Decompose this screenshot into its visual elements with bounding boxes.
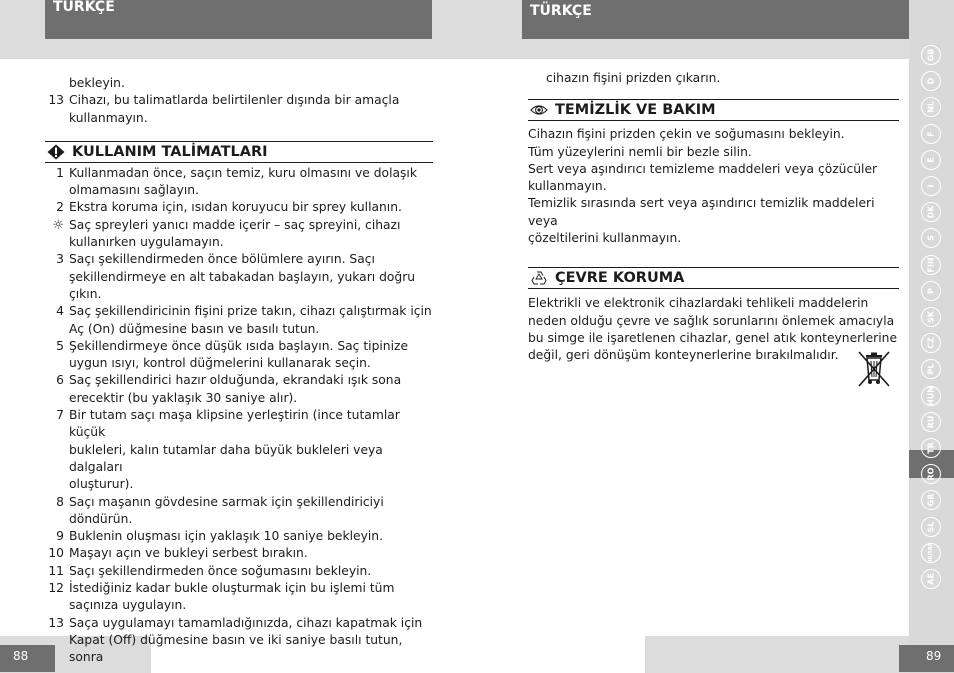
instruction-step — [45, 199, 433, 216]
section-title: ÇEVRE KORUMA — [555, 270, 685, 287]
step-number: 12 — [48, 581, 64, 596]
right-header-tab: TÜRKÇE — [522, 0, 909, 39]
intro-line: kullanmayın. — [69, 110, 148, 125]
step-text-line: döndürün. — [69, 511, 133, 526]
language-code: TR — [926, 442, 936, 454]
text-line: Sert veya aşındırıcı temizleme maddeleri veya çözücüler — [528, 161, 878, 176]
language-ru-badge[interactable] — [921, 412, 941, 432]
section-heading-environment — [528, 267, 899, 289]
cleaning-text — [528, 126, 899, 247]
text-line: bu simge ile işaretlenen cihazlar, genel atık konteynerlerine — [528, 330, 898, 345]
item-text: Cihazı, bu talimatlarda belirtilenler dışında bir amaçla — [69, 93, 400, 108]
step-text-line: olmamasını sağlayın. — [69, 183, 200, 198]
instruction-step — [45, 615, 433, 667]
step-text-line: çıkın. — [69, 286, 102, 301]
instruction-step — [45, 494, 433, 529]
text-line: kullanmayın. — [528, 179, 607, 194]
step-text-line: İstediğiniz kadar bukle oluşturmak için bu işlemi tüm — [69, 581, 395, 596]
language-d-badge[interactable] — [921, 71, 941, 91]
left-header-tab: TÜRKÇE — [45, 0, 432, 39]
section-heading-usage — [45, 141, 433, 163]
language-hr-srb-badge[interactable] — [921, 543, 941, 563]
language-tr-badge[interactable] — [921, 438, 941, 458]
language-code: HR/SRB — [928, 542, 934, 564]
language-code: D — [926, 77, 936, 85]
step-text-line: Aç (On) düğmesine basın ve basılı tutun. — [69, 321, 320, 336]
language-gb-badge[interactable] — [921, 45, 941, 65]
warning-icon — [47, 144, 65, 160]
language-code: F — [926, 131, 936, 137]
instruction-step — [45, 372, 433, 407]
language-code: RU — [926, 415, 936, 429]
step-text-line: Bir tutam saçı maşa klipsine yerleştirin (ince tutamlar küçük — [69, 408, 400, 440]
language-cz-badge[interactable] — [921, 333, 941, 353]
language-code: P — [926, 288, 936, 294]
recycle-icon — [530, 270, 548, 286]
step-text-line: Buklenin oluşması için yaklaşık 10 saniye bekleyin. — [69, 529, 383, 544]
language-code: RO — [926, 467, 936, 481]
step-number: 3 — [56, 252, 64, 267]
language-ae-badge[interactable] — [921, 569, 941, 589]
text-line: Tüm yüzeylerini nemli bir bezle silin. — [528, 144, 752, 159]
instruction-step — [45, 251, 433, 303]
intro-line: cihazın fişini prizden çıkarın. — [546, 71, 721, 85]
step-number: 4 — [56, 304, 64, 319]
instruction-step — [45, 217, 433, 252]
step-text-line: Saçı şekillendirmeden önce soğumasını bekleyin. — [69, 563, 372, 578]
caution-icon: ☼ — [52, 217, 64, 233]
item-number: 13 — [48, 93, 64, 108]
instruction-step — [45, 563, 433, 580]
language-i-badge[interactable] — [921, 176, 941, 196]
instruction-step — [45, 338, 433, 373]
step-text-line: Şekillendirmeye önce düşük ısıda başlayın. Saç tipinize — [69, 338, 409, 353]
left-page-number: 88 — [0, 645, 55, 672]
instruction-step — [45, 545, 433, 562]
step-number: 11 — [48, 563, 64, 578]
environment-text — [528, 295, 899, 364]
text-line: Elektrikli ve elektronik cihazlardaki tehlikeli maddelerin — [528, 296, 869, 311]
language-code: NL — [926, 101, 936, 113]
step-number: 5 — [56, 338, 64, 353]
step-text-line: bukleleri, kalın tutamlar daha büyük bukleleri veya dalgaları — [69, 442, 383, 474]
section-title: TEMİZLİK VE BAKIM — [555, 102, 716, 119]
language-pl-badge[interactable] — [921, 359, 941, 379]
step-text-line: saçınıza uygulayın. — [69, 598, 187, 613]
instruction-list — [45, 165, 433, 667]
language-sk-badge[interactable] — [921, 307, 941, 327]
right-page-number: 89 — [899, 645, 954, 672]
step-text-line: Saçı maşanın gövdesine sarmak için şekillendiriciyi — [69, 494, 384, 509]
instruction-step — [45, 407, 433, 493]
instruction-step — [45, 303, 433, 338]
language-code: GR — [926, 493, 936, 507]
section-heading-cleaning — [528, 99, 899, 121]
step-text-line: Saç spreyleri yanıcı madde içerir – saç spreyini, cihazı — [69, 217, 401, 232]
step-text-line: Kullanmadan önce, saçın temiz, kuru olmasını ve dolaşık — [69, 165, 417, 180]
language-code: CZ — [926, 337, 936, 349]
language-e-badge[interactable] — [921, 150, 941, 170]
language-code: HUN — [926, 386, 936, 406]
language-code: PL — [926, 363, 936, 375]
intro-item — [45, 92, 433, 109]
language-fin-badge[interactable] — [921, 255, 941, 275]
step-text-line: erecektir (bu yaklaşık 30 saniye alır). — [69, 390, 298, 405]
step-number: 10 — [48, 546, 64, 561]
step-text-line: şekillendirmeye en alt tabakadan başlayın, yukarı doğru — [69, 269, 416, 284]
step-number: 1 — [56, 165, 64, 180]
text-line: değil, geri dönüşüm konteynerlerine bırakılmalıdır. — [528, 348, 839, 363]
step-text-line: Saça uygulamayı tamamladığınızda, cihazı kapatmak için — [69, 615, 423, 630]
step-number: 8 — [56, 494, 64, 509]
section-title: KULLANIM TALİMATLARI — [72, 143, 268, 160]
language-code: S — [926, 235, 936, 241]
step-text-line: Maşayı açın ve bukleyi serbest bırakın. — [69, 546, 308, 561]
language-code: SL — [926, 521, 936, 533]
language-code: FIN — [926, 257, 936, 273]
text-line: Cihazın fişini prizden çekin ve soğumasını bekleyin. — [528, 127, 845, 142]
language-code: E — [926, 157, 936, 163]
step-number: 6 — [56, 373, 64, 388]
step-text-line: Saç şekillendiricinin fişini prize takın, cihazı çalıştırmak için — [69, 304, 432, 319]
language-s-badge[interactable] — [921, 228, 941, 248]
language-code: GB — [926, 48, 936, 62]
step-text-line: Kapat (Off) düğmesine basın ve iki saniye basılı tutun, sonra — [69, 632, 403, 665]
left-column — [45, 75, 433, 667]
language-gr-badge[interactable] — [921, 490, 941, 510]
step-text-line: Saç şekillendirici hazır olduğunda, ekrandaki ışık sona — [69, 373, 402, 388]
step-number: 7 — [56, 408, 64, 423]
language-dk-badge[interactable] — [921, 202, 941, 222]
text-line: Temizlik sırasında sert veya aşındırıcı temizlik maddeleri veya — [528, 196, 875, 228]
instruction-step — [45, 580, 433, 615]
crossed-out-wheelie-bin-icon — [856, 349, 892, 389]
language-code: I — [926, 184, 936, 188]
step-text-line: kullanırken uygulamayın. — [69, 235, 224, 250]
step-text-line: oluşturur). — [69, 477, 134, 492]
language-sl-badge[interactable] — [921, 517, 941, 537]
language-code: SK — [926, 311, 936, 323]
instruction-step — [45, 528, 433, 545]
step-number: 13 — [48, 615, 64, 630]
step-text-line: Saçı şekillendirmeden önce bölümlere ayırın. Saçı — [69, 252, 375, 267]
intro-line: bekleyin. — [69, 76, 125, 90]
step-number: 2 — [56, 200, 64, 215]
language-nl-badge[interactable] — [921, 97, 941, 117]
step-text-line: uygun ısıyı, kontrol düğmelerini kullanarak seçin. — [69, 356, 371, 371]
language-ro-badge[interactable] — [921, 464, 941, 484]
language-f-badge[interactable] — [921, 124, 941, 144]
eye-icon — [530, 102, 548, 118]
language-code: AE — [926, 573, 936, 585]
language-hun-badge[interactable] — [921, 386, 941, 406]
step-text-line: Ekstra koruma için, ısıdan koruyucu bir sprey kullanın. — [69, 200, 402, 215]
text-line: neden olduğu çevre ve sağlık sorunlarını önlemek amacıyla — [528, 313, 895, 328]
instruction-step — [45, 165, 433, 200]
language-code: DK — [926, 205, 936, 219]
language-p-badge[interactable] — [921, 281, 941, 301]
text-line: çözeltilerini kullanmayın. — [528, 231, 682, 246]
right-column — [528, 70, 899, 365]
step-number: 9 — [56, 529, 64, 544]
